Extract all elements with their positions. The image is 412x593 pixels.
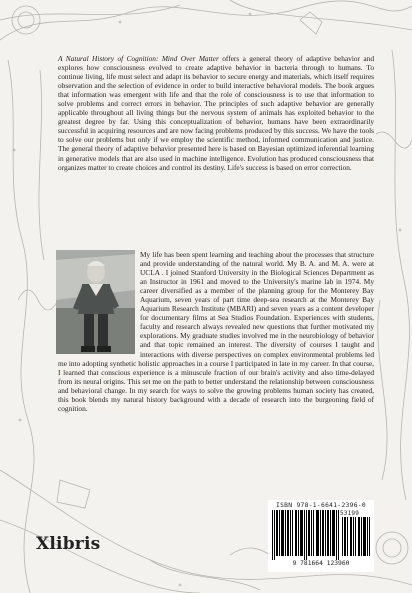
isbn-barcode [268, 500, 374, 572]
author-bio-text: My life has been spent learning and teaching about the processes that structure and provide understanding of the natural world. My B. A. and M. A. were at UCLA . I joined Stanford University in the Biological Sciences Department as an Instructor in 1961 and moved to the University's marine lab in 1974. My career diversified as a member of the planning group for the Monterey Bay Aquarium, seven years of part time deep-sea research at the Monterey Bay Aquarium Research Institute (MBARI) and seven years as a content developer for documentary films at Sea Studios Foundation. Experiences with students, faculty and research always revealed new questions that further motivated my explorations. My graduate studies involved me in the neurobiology of behavior and that topic remained an interest. The diversity of courses I taught and interactions with diverse perspectives on complex environmental problems led me into adopting synthetic holistic approaches in a course I participated in late in my career. In that course, I learned that conscious experience is a minuscule fraction of our brain's activity and also time-delayed from its neural origins. This set me on the path to better understand the relationship between consciousness and behavioral change. In my search for ways to solve the growing problems human society has created, this book blends my natural history background with a decade of research into the burgeoning field of cognition. [58, 250, 374, 413]
book-description [56, 54, 376, 172]
isbn-label: ISBN 978-1-6641-2396-0 [275, 502, 366, 509]
barcode-digits: 9 781664 123960 [292, 560, 350, 567]
price-code: 53199 [340, 510, 360, 517]
publisher-logo: Xlibris [36, 534, 101, 554]
book-description-text: offers a general theory of adaptive behavior and explores how consciousness evolved to create adaptive behavior in bacteria through to humans. To continue living, life must select and adapt its behavior to secure energy and materials, which itself requires observation and the selection of evidence in order to build interactive behavioral models. The book argues that information was emergent with life and that the role of consciousness is to use that information to solve problems and correct errors in behavior. The principles of such adaptive behavior are generally applicable throughout all living things but the nervous system of animals has exploited behavior to the greatest degree by far. Using this conceptualization of behavior, humans have been extraordinarily successful in acquiring resources and are now facing problems produced by this success. We have the tools to solve our problems but only if we employ the scientific method, informed communication and justice. The general theory of adaptive behavior presented here is based on Bayesian optimized inferential learning in generative models that are also used in machine intelligence. Evolution has produced consciousness that organizes matter to create choices and control its destiny. Life's success is based on error correction. [58, 54, 374, 172]
author-photo [56, 250, 135, 354]
barcode-addon-bars [342, 517, 370, 556]
barcode-bars [272, 510, 340, 560]
book-title: A Natural History of Cognition: Mind Over Matter [58, 54, 219, 63]
